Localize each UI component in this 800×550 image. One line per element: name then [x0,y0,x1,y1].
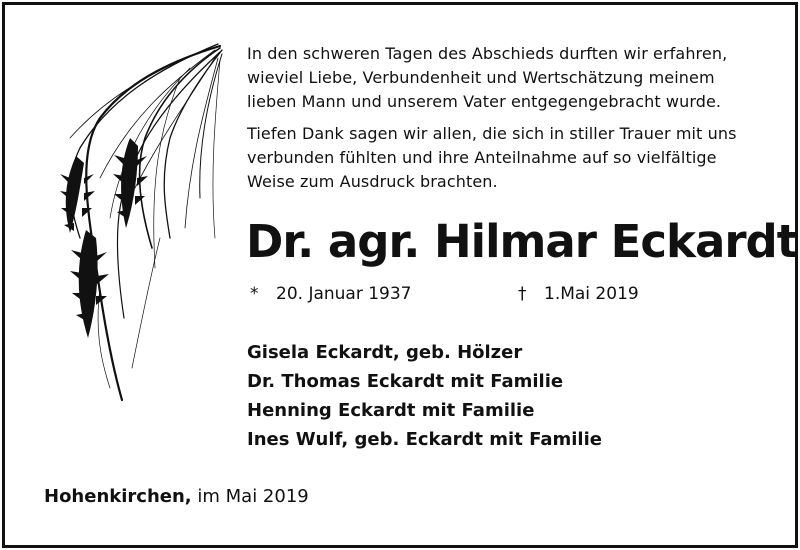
text-line: verbunden fühlten und ihre Anteilnahme auf so vielfältige [247,148,717,167]
text-line: wieviel Liebe, Verbundenheit und Wertschätzung meinem [247,68,715,87]
acknowledgement-paragraph-1 [247,42,767,114]
deceased-name: Dr. agr. Hilmar Eckardt [246,215,798,268]
family-member: Ines Wulf, geb. Eckardt mit Familie [247,429,602,450]
place-name: Hohenkirchen, [44,486,192,507]
date-line: im Mai 2019 [197,486,309,507]
text-line: Weise zum Ausdruck brachten. [247,172,498,191]
birth-symbol: * [250,284,259,304]
death-symbol: † [518,284,527,304]
acknowledgement-paragraph-2 [247,122,767,194]
birth-date: 20. Januar 1937 [276,284,412,304]
family-member: Henning Eckardt mit Familie [247,400,535,421]
wheat-ears-icon [40,38,240,408]
family-list [247,338,602,454]
text-line: Tiefen Dank sagen wir allen, die sich in stiller Trauer mit uns [247,124,737,143]
family-member: Dr. Thomas Eckardt mit Familie [247,371,564,392]
text-line: lieben Mann und unserem Vater entgegengebracht wurde. [247,92,722,111]
text-line: In den schweren Tagen des Abschieds durften wir erfahren, [247,44,728,63]
death-info [518,282,639,306]
place-date-line [44,484,309,510]
death-date: 1.Mai 2019 [544,284,639,304]
family-member: Gisela Eckardt, geb. Hölzer [247,342,523,363]
birth-info [250,282,412,306]
